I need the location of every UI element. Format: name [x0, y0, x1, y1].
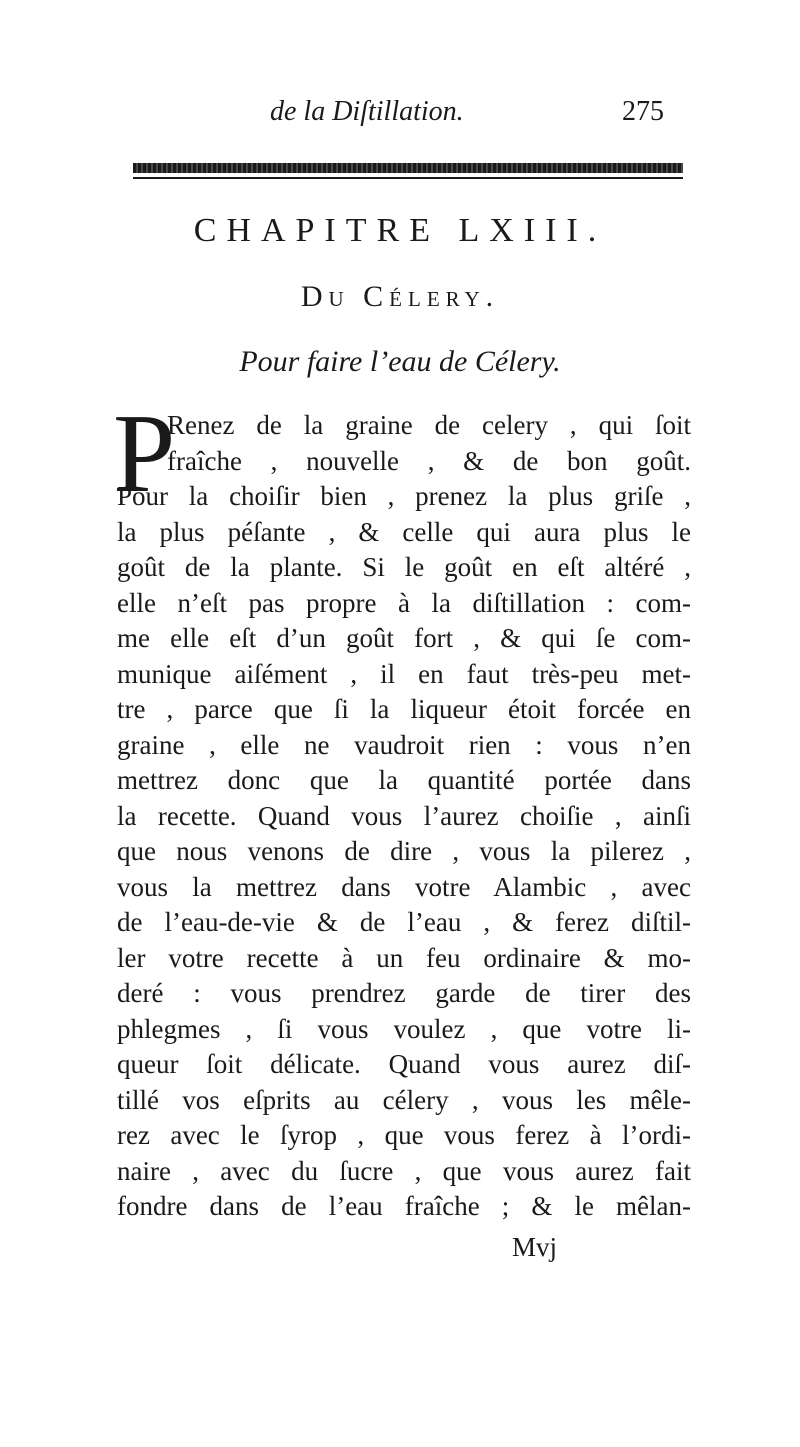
- drop-cap: P: [113, 392, 176, 516]
- text-line: Pour la choiſir bien , prenez la plus griſe ,: [117, 481, 691, 511]
- text-line: elle n’eſt pas propre à la diſtillation : com-: [117, 587, 691, 618]
- text-line: ler votre recette à un feu ordinaire & mo-: [117, 942, 691, 973]
- text-line: vous la mettrez dans votre Alambic , avec: [117, 871, 691, 902]
- text-line: graine , elle ne vaudroit rien : vous n’en: [117, 729, 691, 760]
- text-line: munique aiſément , il en faut très-peu met-: [117, 658, 691, 689]
- text-line: fondre dans de l’eau fraîche ; & le mêlan-: [117, 1191, 691, 1221]
- page-number: 275: [622, 96, 664, 127]
- text-line: phlegmes , ſi vous voulez , que votre li-: [117, 1013, 691, 1044]
- text-line: naire , avec du ſucre , que vous aurez fait: [117, 1155, 691, 1186]
- text-line: deré : vous prendrez garde de tirer des: [117, 978, 691, 1008]
- running-title: de la Diſtillation.: [270, 96, 464, 127]
- recipe-title: Pour faire l’eau de Célery.: [239, 345, 561, 378]
- ornamental-rule: [133, 163, 683, 183]
- text-line: la recette. Quand vous l’aurez choiſie , ainſi: [117, 800, 691, 831]
- section-heading: Du Célery.: [300, 280, 500, 313]
- text-line: tre , parce que ſi la liqueur étoit forcée en: [117, 694, 691, 724]
- text-line: queur ſoit délicate. Quand vous aurez diſ-: [117, 1049, 691, 1079]
- text-line: tillé vos eſprits au célery , vous les mêle-: [117, 1084, 691, 1115]
- text-line: de l’eau-de-vie & de l’eau , & ferez diſtil-: [117, 907, 691, 937]
- text-line: rez avec le ſyrop , que vous ferez à l’ordi-: [117, 1120, 691, 1150]
- ornament-band: [133, 163, 683, 173]
- body-text: [117, 408, 691, 1225]
- signature-mark: Mvj: [512, 1232, 558, 1262]
- running-head: [0, 96, 800, 136]
- text-line: fraîche , nouvelle , & de bon goût.: [167, 445, 691, 476]
- text-line: me elle eſt d’un goût fort , & qui ſe com-: [117, 623, 691, 653]
- text-line: Renez de la graine de celery , qui ſoit: [167, 410, 691, 440]
- chapter-heading: CHAPITRE LXIII.: [193, 212, 607, 249]
- text-line: que nous venons de dire , vous la pilerez ,: [117, 836, 691, 866]
- text-line: mettrez donc que la quantité portée dans: [117, 765, 691, 795]
- text-line: la plus péſante , & celle qui aura plus le: [117, 516, 691, 547]
- thin-rule: [133, 177, 683, 179]
- text-line: goût de la plante. Si le goût en eſt altéré ,: [117, 552, 691, 582]
